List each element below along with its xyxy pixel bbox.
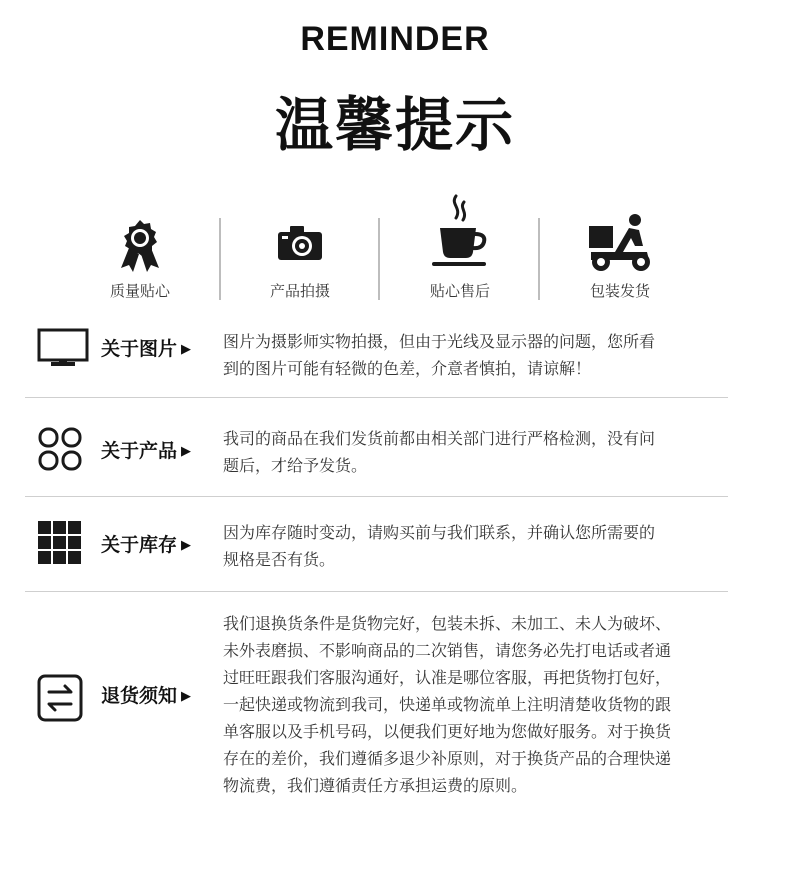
feature-strip — [60, 210, 700, 302]
notice-about-products — [25, 424, 725, 494]
feature-aftersale — [380, 210, 540, 302]
feature-label: 质量贴心 — [109, 282, 170, 300]
arrow-right-icon: ▶ — [181, 342, 192, 357]
arrow-right-icon: ▶ — [181, 444, 192, 459]
reminder-title-en: REMINDER — [300, 20, 490, 58]
feature-label: 贴心售后 — [429, 282, 490, 300]
medal-icon — [115, 218, 165, 278]
notice-about-pictures — [25, 326, 725, 396]
feature-divider — [378, 218, 380, 300]
feature-divider — [538, 218, 540, 300]
feature-photo — [220, 210, 380, 302]
clover-icon — [37, 426, 83, 476]
monitor-icon — [37, 328, 89, 372]
feature-shipping — [540, 210, 700, 302]
feature-label: 包装发货 — [589, 282, 650, 300]
delivery-scooter-icon — [587, 212, 653, 278]
arrow-right-icon: ▶ — [181, 689, 192, 704]
notice-text: 我司的商品在我们发货前都由相关部门进行严格检测，没有问 题后，才给予发货。 — [223, 429, 656, 475]
notice-label: 关于库存 ▶ — [101, 534, 192, 556]
notice-text: 因为库存随时变动，请购买前与我们联系，并确认您所需要的 规格是否有货。 — [223, 523, 656, 569]
camera-icon — [276, 224, 324, 266]
feature-quality — [60, 210, 220, 302]
notice-text: 图片为摄影师实物拍摄，但由于光线及显示器的问题，您所看 到的图片可能有轻微的色差，介意者慎拍，请谅解！ — [223, 332, 656, 378]
feature-label: 产品拍摄 — [269, 282, 330, 300]
notice-label: 退货须知 ▶ — [101, 685, 192, 707]
reminder-title-cn: 温馨提示 — [274, 91, 515, 159]
notice-returns — [25, 610, 725, 800]
coffee-cup-icon — [430, 192, 490, 276]
arrow-right-icon: ▶ — [181, 538, 192, 553]
notice-label: 关于图片 ▶ — [101, 338, 192, 360]
notice-label: 关于产品 ▶ — [101, 440, 192, 462]
notice-text: 我们退换货条件是货物完好，包装未拆、未加工、未人为破坏、 未外表磨损、不影响商品的二次销售，请您务必先打电话或者通 过旺旺跟我们客服沟通好，认准是哪位客服，再把货物打包好， 一起快递或物流到我司，快递单或物流单上注明清楚收货物的跟 单客服以及手机号码，以便我们更好地为您做好服务。对于换货 存在的差价，我们遵循多退少补原则，对于换货产品的合理快递 物流费，我们遵循责任方承担运费的原则。 — [223, 614, 672, 795]
section-divider — [25, 591, 728, 592]
return-exchange-icon — [37, 674, 83, 726]
section-divider — [25, 397, 728, 398]
grid-icon — [37, 520, 83, 570]
section-divider — [25, 496, 728, 497]
notice-about-stock — [25, 518, 725, 588]
feature-divider — [219, 218, 221, 300]
